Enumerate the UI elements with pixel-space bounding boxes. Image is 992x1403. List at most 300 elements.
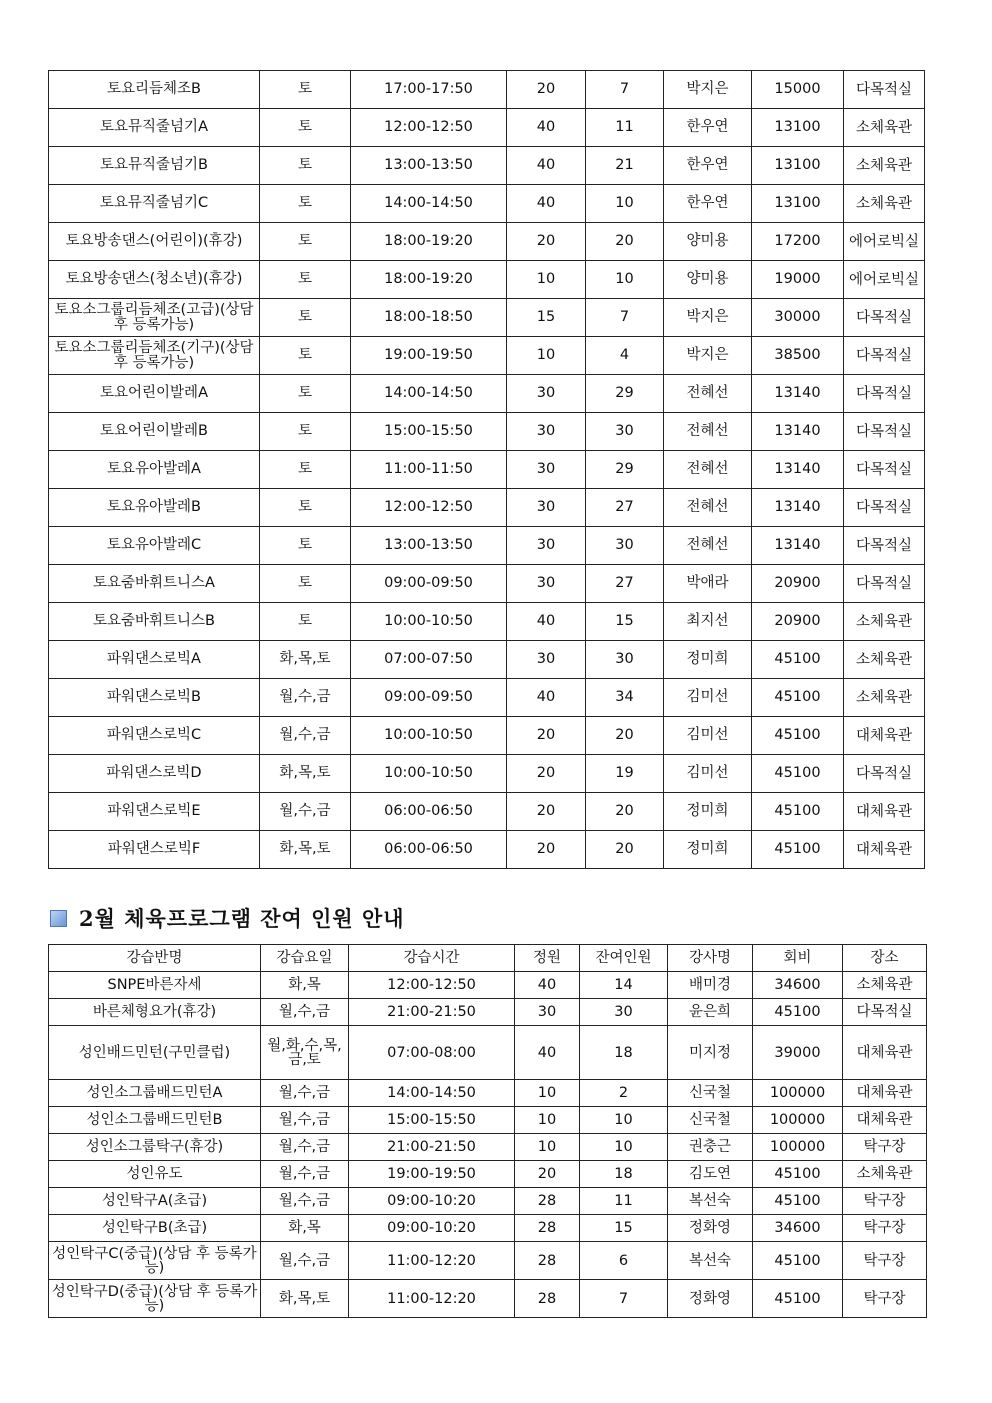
table-row [49, 1026, 927, 1080]
table-row [49, 999, 927, 1026]
cell-remaining: 20 [586, 717, 664, 755]
cell-capacity: 30 [507, 527, 586, 565]
cell-time: 09:00-10:20 [349, 1188, 515, 1215]
cell-time: 13:00-13:50 [351, 147, 507, 185]
cell-capacity: 40 [507, 109, 586, 147]
cell-class-name: SNPE바른자세 [49, 972, 261, 999]
cell-instructor: 박지은 [664, 71, 752, 109]
cell-fee: 13140 [752, 451, 844, 489]
cell-capacity: 30 [507, 565, 586, 603]
cell-time: 18:00-19:20 [351, 223, 507, 261]
cell-days: 화,목,토 [260, 831, 351, 869]
cell-time: 21:00-21:50 [349, 1134, 515, 1161]
blue-square-bullet-icon [50, 910, 67, 927]
cell-time: 12:00-12:50 [349, 972, 515, 999]
cell-capacity: 10 [507, 337, 586, 375]
cell-days: 토 [260, 337, 351, 375]
table-row [49, 1134, 927, 1161]
cell-class-name: 토요방송댄스(청소년)(휴강) [49, 261, 260, 299]
table-row [49, 261, 925, 299]
cell-fee: 100000 [753, 1134, 843, 1161]
cell-instructor: 복선숙 [668, 1188, 753, 1215]
table-row [49, 223, 925, 261]
cell-remaining: 4 [586, 337, 664, 375]
cell-fee: 13140 [752, 375, 844, 413]
table-row [49, 793, 925, 831]
cell-instructor: 정화영 [668, 1280, 753, 1318]
cell-remaining: 6 [580, 1242, 668, 1280]
cell-remaining: 19 [586, 755, 664, 793]
cell-fee: 100000 [753, 1107, 843, 1134]
table-row [49, 109, 925, 147]
table-row [49, 565, 925, 603]
cell-days: 월,수,금 [261, 1188, 349, 1215]
table-row [49, 375, 925, 413]
cell-capacity: 30 [507, 489, 586, 527]
cell-class-name: 성인소그룹탁구(휴강) [49, 1134, 261, 1161]
cell-capacity: 28 [515, 1188, 580, 1215]
cell-place: 대체육관 [844, 793, 925, 831]
section-title: 2월 체육프로그램 잔여 인원 안내 [79, 906, 405, 931]
cell-place: 소체육관 [844, 147, 925, 185]
cell-place: 다목적실 [844, 375, 925, 413]
cell-place: 대체육관 [844, 717, 925, 755]
cell-capacity: 30 [507, 375, 586, 413]
cell-place: 소체육관 [844, 109, 925, 147]
cell-remaining: 11 [580, 1188, 668, 1215]
cell-fee: 13100 [752, 185, 844, 223]
cell-class-name: 성인유도 [49, 1161, 261, 1188]
cell-remaining: 10 [586, 185, 664, 223]
cell-remaining: 27 [586, 489, 664, 527]
header-instructor: 강사명 [668, 945, 753, 972]
table-row [49, 1280, 927, 1318]
cell-place: 다목적실 [844, 451, 925, 489]
cell-time: 21:00-21:50 [349, 999, 515, 1026]
cell-class-name: 파워댄스로빅B [49, 679, 260, 717]
cell-instructor: 김미선 [664, 717, 752, 755]
cell-capacity: 20 [507, 755, 586, 793]
cell-class-name: 성인탁구A(초급) [49, 1188, 261, 1215]
cell-class-name: 파워댄스로빅E [49, 793, 260, 831]
cell-fee: 15000 [752, 71, 844, 109]
table-row [49, 679, 925, 717]
cell-class-name: 성인탁구D(중급)(상담 후 등록가능) [49, 1280, 261, 1318]
cell-capacity: 15 [507, 299, 586, 337]
cell-days: 토 [260, 565, 351, 603]
cell-place: 다목적실 [844, 527, 925, 565]
cell-time: 13:00-13:50 [351, 527, 507, 565]
cell-place: 소체육관 [844, 679, 925, 717]
cell-capacity: 40 [507, 603, 586, 641]
cell-fee: 30000 [752, 299, 844, 337]
cell-class-name: 파워댄스로빅A [49, 641, 260, 679]
cell-days: 토 [260, 261, 351, 299]
table-row [49, 1215, 927, 1242]
table-row [49, 717, 925, 755]
cell-instructor: 김미선 [664, 755, 752, 793]
cell-time: 14:00-14:50 [351, 375, 507, 413]
cell-days: 토 [260, 109, 351, 147]
cell-instructor: 정미희 [664, 831, 752, 869]
cell-capacity: 40 [507, 185, 586, 223]
cell-class-name: 토요줌바휘트니스A [49, 565, 260, 603]
cell-instructor: 배미경 [668, 972, 753, 999]
cell-days: 토 [260, 603, 351, 641]
cell-remaining: 30 [586, 527, 664, 565]
cell-fee: 39000 [753, 1026, 843, 1080]
cell-capacity: 20 [515, 1161, 580, 1188]
cell-instructor: 박애라 [664, 565, 752, 603]
cell-class-name: 토요소그룹리듬체조(고급)(상담 후 등록가능) [49, 299, 260, 337]
table-row [49, 489, 925, 527]
cell-days: 토 [260, 451, 351, 489]
cell-days: 화,목 [261, 972, 349, 999]
table-row [49, 1161, 927, 1188]
cell-instructor: 양미용 [664, 261, 752, 299]
cell-place: 다목적실 [843, 999, 927, 1026]
cell-instructor: 미지정 [668, 1026, 753, 1080]
cell-days: 토 [260, 147, 351, 185]
cell-capacity: 20 [507, 831, 586, 869]
cell-class-name: 토요뮤직줄넘기A [49, 109, 260, 147]
cell-days: 토 [260, 413, 351, 451]
table-row [49, 413, 925, 451]
cell-remaining: 21 [586, 147, 664, 185]
cell-remaining: 10 [580, 1134, 668, 1161]
table-row [49, 972, 927, 999]
cell-remaining: 15 [586, 603, 664, 641]
cell-fee: 20900 [752, 565, 844, 603]
cell-remaining: 27 [586, 565, 664, 603]
table-row [49, 71, 925, 109]
cell-remaining: 18 [580, 1026, 668, 1080]
cell-time: 11:00-12:20 [349, 1242, 515, 1280]
cell-fee: 45100 [753, 1242, 843, 1280]
cell-instructor: 정미희 [664, 641, 752, 679]
cell-place: 대체육관 [844, 831, 925, 869]
cell-class-name: 토요리듬체조B [49, 71, 260, 109]
cell-class-name: 성인탁구C(중급)(상담 후 등록가능) [49, 1242, 261, 1280]
cell-days: 월,수,금 [261, 1134, 349, 1161]
cell-capacity: 20 [507, 223, 586, 261]
cell-instructor: 최지선 [664, 603, 752, 641]
cell-capacity: 10 [515, 1107, 580, 1134]
cell-place: 다목적실 [844, 71, 925, 109]
cell-time: 07:00-08:00 [349, 1026, 515, 1080]
cell-place: 탁구장 [843, 1280, 927, 1318]
cell-remaining: 7 [586, 299, 664, 337]
cell-place: 대체육관 [843, 1107, 927, 1134]
header-fee: 회비 [753, 945, 843, 972]
cell-class-name: 성인소그룹배드민턴B [49, 1107, 261, 1134]
cell-instructor: 신국철 [668, 1080, 753, 1107]
cell-instructor: 양미용 [664, 223, 752, 261]
cell-remaining: 20 [586, 793, 664, 831]
header-time: 강습시간 [349, 945, 515, 972]
cell-capacity: 40 [515, 972, 580, 999]
table-row [49, 337, 925, 375]
cell-fee: 13140 [752, 413, 844, 451]
cell-place: 에어로빅실 [844, 261, 925, 299]
cell-fee: 17200 [752, 223, 844, 261]
cell-place: 소체육관 [843, 1161, 927, 1188]
cell-place: 다목적실 [844, 413, 925, 451]
cell-time: 11:00-12:20 [349, 1280, 515, 1318]
cell-days: 화,목,토 [260, 641, 351, 679]
header-capacity: 정원 [515, 945, 580, 972]
cell-days: 토 [260, 185, 351, 223]
table-row [49, 527, 925, 565]
cell-class-name: 성인배드민턴(구민클럽) [49, 1026, 261, 1080]
cell-fee: 45100 [753, 1188, 843, 1215]
cell-instructor: 김미선 [664, 679, 752, 717]
cell-place: 다목적실 [844, 565, 925, 603]
cell-instructor: 전혜선 [664, 489, 752, 527]
cell-days: 토 [260, 299, 351, 337]
cell-remaining: 34 [586, 679, 664, 717]
cell-instructor: 신국철 [668, 1107, 753, 1134]
table-row [49, 1107, 927, 1134]
cell-place: 대체육관 [843, 1080, 927, 1107]
cell-instructor: 한우연 [664, 185, 752, 223]
cell-capacity: 28 [515, 1280, 580, 1318]
table-row [49, 1188, 927, 1215]
cell-capacity: 20 [507, 717, 586, 755]
cell-days: 화,목,토 [260, 755, 351, 793]
cell-remaining: 7 [586, 71, 664, 109]
cell-fee: 13100 [752, 147, 844, 185]
cell-remaining: 30 [586, 413, 664, 451]
cell-remaining: 20 [586, 223, 664, 261]
cell-time: 14:00-14:50 [351, 185, 507, 223]
cell-instructor: 전혜선 [664, 451, 752, 489]
cell-instructor: 김도연 [668, 1161, 753, 1188]
cell-instructor: 권충근 [668, 1134, 753, 1161]
table-row [49, 147, 925, 185]
table-row [49, 185, 925, 223]
cell-remaining: 10 [586, 261, 664, 299]
table-header-row [49, 945, 927, 972]
cell-capacity: 10 [515, 1134, 580, 1161]
table-row [49, 1080, 927, 1107]
cell-place: 소체육관 [843, 972, 927, 999]
cell-instructor: 박지은 [664, 337, 752, 375]
remaining-seats-table [48, 944, 927, 1318]
cell-class-name: 토요어린이발레A [49, 375, 260, 413]
cell-time: 09:00-10:20 [349, 1215, 515, 1242]
cell-class-name: 토요유아발레C [49, 527, 260, 565]
cell-class-name: 바른체형요가(휴강) [49, 999, 261, 1026]
cell-class-name: 토요어린이발레B [49, 413, 260, 451]
cell-fee: 45100 [752, 679, 844, 717]
cell-capacity: 40 [507, 147, 586, 185]
cell-fee: 45100 [752, 717, 844, 755]
cell-place: 대체육관 [843, 1026, 927, 1080]
cell-remaining: 10 [580, 1107, 668, 1134]
cell-fee: 19000 [752, 261, 844, 299]
cell-place: 다목적실 [844, 755, 925, 793]
cell-days: 월,수,금 [260, 679, 351, 717]
cell-time: 10:00-10:50 [351, 603, 507, 641]
cell-remaining: 11 [586, 109, 664, 147]
cell-time: 12:00-12:50 [351, 489, 507, 527]
header-remaining: 잔여인원 [580, 945, 668, 972]
cell-time: 19:00-19:50 [351, 337, 507, 375]
table-row [49, 603, 925, 641]
cell-fee: 38500 [752, 337, 844, 375]
cell-place: 소체육관 [844, 603, 925, 641]
cell-instructor: 한우연 [664, 147, 752, 185]
cell-capacity: 10 [515, 1080, 580, 1107]
cell-class-name: 토요소그룹리듬체조(기구)(상담 후 등록가능) [49, 337, 260, 375]
cell-capacity: 20 [507, 71, 586, 109]
cell-time: 09:00-09:50 [351, 565, 507, 603]
cell-remaining: 30 [580, 999, 668, 1026]
cell-days: 월,수,금 [261, 1107, 349, 1134]
cell-time: 10:00-10:50 [351, 755, 507, 793]
cell-place: 탁구장 [843, 1134, 927, 1161]
cell-place: 탁구장 [843, 1242, 927, 1280]
cell-class-name: 파워댄스로빅F [49, 831, 260, 869]
cell-instructor: 전혜선 [664, 375, 752, 413]
cell-time: 18:00-19:20 [351, 261, 507, 299]
cell-place: 탁구장 [843, 1188, 927, 1215]
cell-remaining: 15 [580, 1215, 668, 1242]
table-row [49, 755, 925, 793]
cell-days: 화,목 [261, 1215, 349, 1242]
cell-class-name: 성인탁구B(초급) [49, 1215, 261, 1242]
cell-fee: 34600 [753, 972, 843, 999]
cell-class-name: 토요유아발레B [49, 489, 260, 527]
cell-class-name: 토요뮤직줄넘기B [49, 147, 260, 185]
cell-instructor: 정화영 [668, 1215, 753, 1242]
cell-fee: 20900 [752, 603, 844, 641]
cell-instructor: 박지은 [664, 299, 752, 337]
cell-class-name: 성인소그룹배드민턴A [49, 1080, 261, 1107]
cell-place: 다목적실 [844, 489, 925, 527]
table-row [49, 831, 925, 869]
cell-time: 06:00-06:50 [351, 831, 507, 869]
cell-capacity: 30 [507, 641, 586, 679]
cell-remaining: 20 [586, 831, 664, 869]
cell-capacity: 40 [507, 679, 586, 717]
table-row [49, 641, 925, 679]
cell-fee: 45100 [753, 1161, 843, 1188]
cell-time: 09:00-09:50 [351, 679, 507, 717]
cell-fee: 100000 [753, 1080, 843, 1107]
cell-class-name: 파워댄스로빅D [49, 755, 260, 793]
cell-fee: 13140 [752, 527, 844, 565]
cell-place: 소체육관 [844, 185, 925, 223]
cell-instructor: 전혜선 [664, 413, 752, 451]
cell-capacity: 40 [515, 1026, 580, 1080]
cell-time: 18:00-18:50 [351, 299, 507, 337]
cell-instructor: 윤은희 [668, 999, 753, 1026]
cell-days: 토 [260, 71, 351, 109]
cell-instructor: 한우연 [664, 109, 752, 147]
cell-place: 에어로빅실 [844, 223, 925, 261]
cell-place: 탁구장 [843, 1215, 927, 1242]
cell-days: 월,수,금 [261, 1161, 349, 1188]
cell-time: 07:00-07:50 [351, 641, 507, 679]
cell-remaining: 30 [586, 641, 664, 679]
cell-fee: 13140 [752, 489, 844, 527]
cell-time: 15:00-15:50 [349, 1107, 515, 1134]
cell-time: 12:00-12:50 [351, 109, 507, 147]
cell-days: 월,수,금 [260, 717, 351, 755]
cell-fee: 45100 [752, 755, 844, 793]
cell-days: 토 [260, 489, 351, 527]
cell-days: 토 [260, 527, 351, 565]
cell-remaining: 18 [580, 1161, 668, 1188]
cell-place: 다목적실 [844, 337, 925, 375]
cell-remaining: 2 [580, 1080, 668, 1107]
cell-capacity: 30 [515, 999, 580, 1026]
cell-capacity: 10 [507, 261, 586, 299]
header-place: 장소 [843, 945, 927, 972]
section-heading [50, 903, 405, 933]
cell-capacity: 28 [515, 1215, 580, 1242]
cell-days: 월,수,금 [260, 793, 351, 831]
cell-days: 월,수,금 [261, 1242, 349, 1280]
cell-fee: 45100 [753, 1280, 843, 1318]
cell-time: 15:00-15:50 [351, 413, 507, 451]
cell-fee: 13100 [752, 109, 844, 147]
cell-capacity: 30 [507, 451, 586, 489]
cell-remaining: 14 [580, 972, 668, 999]
cell-capacity: 20 [507, 793, 586, 831]
cell-class-name: 토요뮤직줄넘기C [49, 185, 260, 223]
cell-instructor: 복선숙 [668, 1242, 753, 1280]
cell-time: 14:00-14:50 [349, 1080, 515, 1107]
cell-days: 화,목,토 [261, 1280, 349, 1318]
cell-days: 월,수,금 [261, 999, 349, 1026]
cell-instructor: 전혜선 [664, 527, 752, 565]
cell-class-name: 토요방송댄스(어린이)(휴강) [49, 223, 260, 261]
cell-class-name: 토요줌바휘트니스B [49, 603, 260, 641]
cell-fee: 45100 [752, 831, 844, 869]
cell-fee: 34600 [753, 1215, 843, 1242]
header-class-name: 강습반명 [49, 945, 261, 972]
cell-remaining: 7 [580, 1280, 668, 1318]
cell-time: 11:00-11:50 [351, 451, 507, 489]
cell-days: 월,화,수,목,금,토 [261, 1026, 349, 1080]
cell-days: 월,수,금 [261, 1080, 349, 1107]
cell-remaining: 29 [586, 451, 664, 489]
table-row [49, 1242, 927, 1280]
cell-time: 19:00-19:50 [349, 1161, 515, 1188]
cell-fee: 45100 [753, 999, 843, 1026]
cell-days: 토 [260, 375, 351, 413]
cell-capacity: 30 [507, 413, 586, 451]
table-row [49, 451, 925, 489]
program-table-continued [48, 70, 925, 869]
cell-class-name: 토요유아발레A [49, 451, 260, 489]
cell-capacity: 28 [515, 1242, 580, 1280]
header-days: 강습요일 [261, 945, 349, 972]
cell-fee: 45100 [752, 641, 844, 679]
cell-class-name: 파워댄스로빅C [49, 717, 260, 755]
cell-place: 다목적실 [844, 299, 925, 337]
cell-days: 토 [260, 223, 351, 261]
cell-fee: 45100 [752, 793, 844, 831]
cell-time: 10:00-10:50 [351, 717, 507, 755]
cell-time: 17:00-17:50 [351, 71, 507, 109]
cell-time: 06:00-06:50 [351, 793, 507, 831]
cell-place: 소체육관 [844, 641, 925, 679]
cell-remaining: 29 [586, 375, 664, 413]
